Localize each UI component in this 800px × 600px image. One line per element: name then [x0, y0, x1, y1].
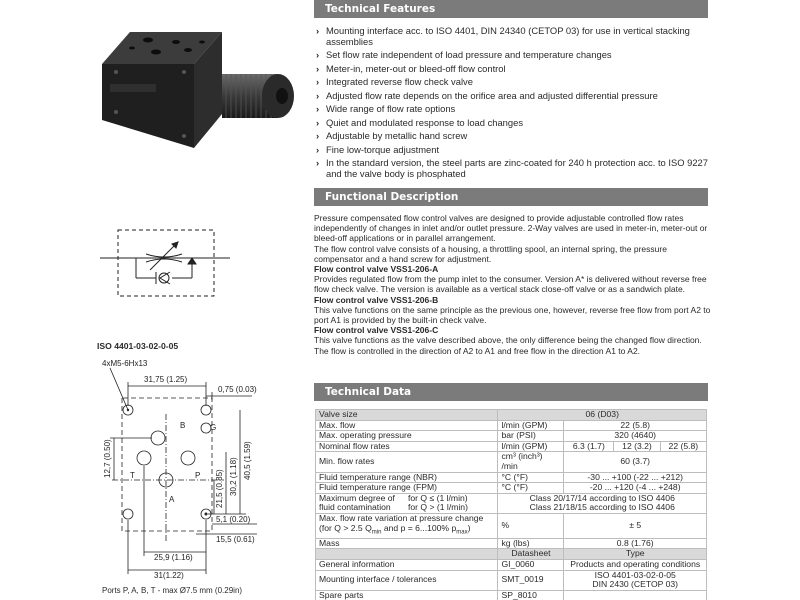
port-label-g: G	[210, 423, 217, 432]
description-paragraph: Provides regulated flow from the pump inlet to the consumer. Version A* is delivered without reverse free flow check valve. The version is available as a vertical stack close-off valve or as a sandwich plate.	[314, 274, 707, 295]
variant-heading-a: Flow control valve VSS1-206-A	[314, 264, 439, 275]
row-label: Max. operating pressure	[316, 431, 498, 442]
row-unit: kg (lbs)	[498, 538, 564, 549]
table-row	[316, 560, 707, 571]
header-type: Type	[564, 549, 707, 560]
row-label: Mass	[316, 538, 498, 549]
features-list	[314, 26, 714, 182]
technical-data-heading: Technical Data	[314, 383, 708, 401]
row-value: 60 (3.7)	[564, 452, 707, 472]
row-value: -30 ... +100 (-22 ... +212)	[564, 472, 707, 483]
row-label: General information	[316, 560, 498, 571]
dim-31: 31(1.22)	[154, 571, 184, 580]
table-row	[316, 483, 707, 494]
variation-label-2: (for Q > 2.5 $Q_{min}$ and p = 6...100% $p_{max}$)	[319, 522, 471, 536]
row-value: 320 (4640)	[564, 431, 707, 442]
table-row	[316, 410, 707, 421]
dim-5-1: 5,1 (0.20)	[216, 515, 251, 524]
row-label: Nominal flow rates	[316, 441, 498, 452]
row-unit: l/min (GPM)	[498, 420, 564, 431]
table-row	[316, 472, 707, 483]
port-label-b: B	[180, 421, 186, 430]
row-value: 06 (D03)	[498, 410, 707, 421]
row-unit: cm³ (inch³) /min	[498, 452, 564, 472]
port-label-a: A	[169, 495, 175, 504]
table-row	[316, 431, 707, 442]
table-row	[316, 441, 707, 452]
datasheet-link[interactable]: SMT_0019	[498, 570, 564, 590]
functional-description-heading: Functional Description	[314, 188, 708, 206]
dim-15-5: 15,5 (0.61)	[216, 535, 255, 544]
row-unit: °C (°F)	[498, 472, 564, 483]
dim-25-9: 25,9 (1.16)	[154, 553, 193, 562]
technical-data-table	[315, 409, 707, 600]
row-label: Spare parts	[316, 590, 498, 600]
feature-item: › Set flow rate independent of load pressure and temperature changes	[314, 50, 714, 61]
hydraulic-symbol	[100, 226, 230, 302]
description-paragraph: The flow control valve consists of a housing, a throttling spool, an internal spring, the pressure compensator and a hand screw for adjustment.	[314, 243, 667, 264]
contam-value-2: Class 21/18/15 according to ISO 4406	[529, 502, 675, 513]
mounting-type-1: ISO 4401-03-02-0-05	[594, 569, 676, 580]
row-label: Min. flow rates	[316, 452, 498, 472]
header-datasheet: Datasheet	[498, 549, 564, 560]
contam-cond-2: for Q > (1 l/min)	[408, 502, 468, 513]
nominal-value-2: 12 (3.2)	[614, 442, 660, 452]
feature-item: › Integrated reverse flow check valve	[314, 77, 714, 88]
mounting-type-2: DIN 2430 (CETOP 03)	[592, 579, 679, 590]
row-value: 22 (5.8)	[564, 420, 707, 431]
contam-label-2: fluid contamination	[319, 502, 391, 513]
dim-40-5: 40,5 (1.59)	[243, 441, 252, 480]
dim-12-7: 12,7 (0.50)	[103, 439, 112, 478]
feature-item: › Wide range of flow rate options	[314, 104, 714, 115]
description-paragraph: This valve functions on the same principle as the previous one, however, reverse free flow from port A2 to port A1 is provided by the built-in check valve.	[314, 304, 711, 326]
feature-item: › Mounting interface acc. to ISO 4401, DIN 24340 (CETOP 03) for use in vertical stacking assemblies	[314, 26, 714, 47]
table-row	[316, 493, 707, 513]
nominal-value-1: 6.3 (1.7)	[564, 442, 613, 452]
row-unit: %	[498, 513, 564, 538]
technical-features-heading: Technical Features	[314, 0, 708, 18]
dim-30-2: 30,2 (1.18)	[229, 457, 238, 496]
datasheet-link[interactable]: SP_8010	[498, 590, 564, 600]
table-row	[316, 513, 707, 538]
feature-item: › Quiet and modulated response to load changes	[314, 118, 714, 129]
nominal-value-3: 22 (5.8)	[668, 440, 699, 451]
thread-label: 4xM5-6Hx13	[102, 359, 148, 368]
variation-label-1: Max. flow rate variation at pressure change	[319, 512, 484, 523]
table-row	[316, 590, 707, 600]
table-row	[316, 538, 707, 549]
row-value: 0.8 (1.76)	[564, 538, 707, 549]
row-label: Max. flow	[316, 420, 498, 431]
functional-description	[314, 213, 714, 356]
row-value: Products and operating conditions	[564, 560, 707, 571]
feature-item: › Adjusted flow rate depends on the orifice area and adjusted differential pressure	[314, 91, 714, 102]
row-unit: °C (°F)	[498, 483, 564, 494]
contam-cond-1: for Q ≤ (1 l/min)	[408, 492, 468, 503]
variant-heading-c: Flow control valve VSS1-206-C	[314, 325, 439, 336]
contam-label-1: Maximum degree of	[319, 492, 395, 503]
valve-product-image	[96, 28, 302, 156]
row-label: Fluid temperature range (FPM)	[316, 483, 498, 494]
ports-caption: Ports P, A, B, T - max Ø7.5 mm (0.29in)	[102, 586, 243, 595]
dim-31-75: 31,75 (1.25)	[144, 375, 188, 384]
variant-heading-b: Flow control valve VSS1-206-B	[314, 294, 439, 305]
contam-value-1: Class 20/17/14 according to ISO 4406	[529, 492, 675, 503]
iso-interface-label: ISO 4401-03-02-0-05	[97, 341, 179, 351]
datasheet-link[interactable]: GI_0060	[498, 560, 564, 571]
row-unit: bar (PSI)	[498, 431, 564, 442]
row-value: ± 5	[564, 513, 707, 538]
table-header-row	[316, 549, 707, 560]
table-row	[316, 420, 707, 431]
dim-0-75: 0,75 (0.03)	[218, 385, 257, 394]
row-label: Valve size	[316, 410, 498, 421]
feature-item: › Adjustable by metallic hand screw	[314, 131, 714, 142]
feature-item: › Fine low-torque adjustment	[314, 145, 714, 156]
port-label-t: T	[130, 471, 135, 480]
description-paragraph: This valve functions as the valve described above, the only difference being the changed flow direction. The flow is controlled in the direction of A2 to A1 and free flow in the direction A1 to A2.	[314, 335, 702, 356]
dim-21-5: 21,5 (0.85)	[215, 469, 224, 508]
feature-item: › In the standard version, the steel parts are zinc-coated for 240 h protection acc. to ISO 9227 and the valve body is phosphated	[314, 158, 714, 179]
mounting-dimension-drawing	[92, 356, 310, 588]
row-unit: l/min (GPM)	[498, 441, 564, 452]
description-paragraph: Pressure compensated flow control valves are designed to provide adjustable controlled flow rates independently of changes in inlet and/or outlet pressure. 2-Way valves are used in meter-in, meter-out or bleed-off applications or in parallel arrangement.	[314, 213, 708, 244]
row-label: Fluid temperature range (NBR)	[316, 472, 498, 483]
feature-item: › Meter-in, meter-out or bleed-off flow control	[314, 64, 714, 75]
row-value: -20 ... +120 (-4 ... +248)	[564, 483, 707, 494]
row-label: Mounting interface / tolerances	[316, 570, 498, 590]
port-label-p: P	[195, 471, 201, 480]
table-row	[316, 452, 707, 472]
table-row	[316, 570, 707, 590]
